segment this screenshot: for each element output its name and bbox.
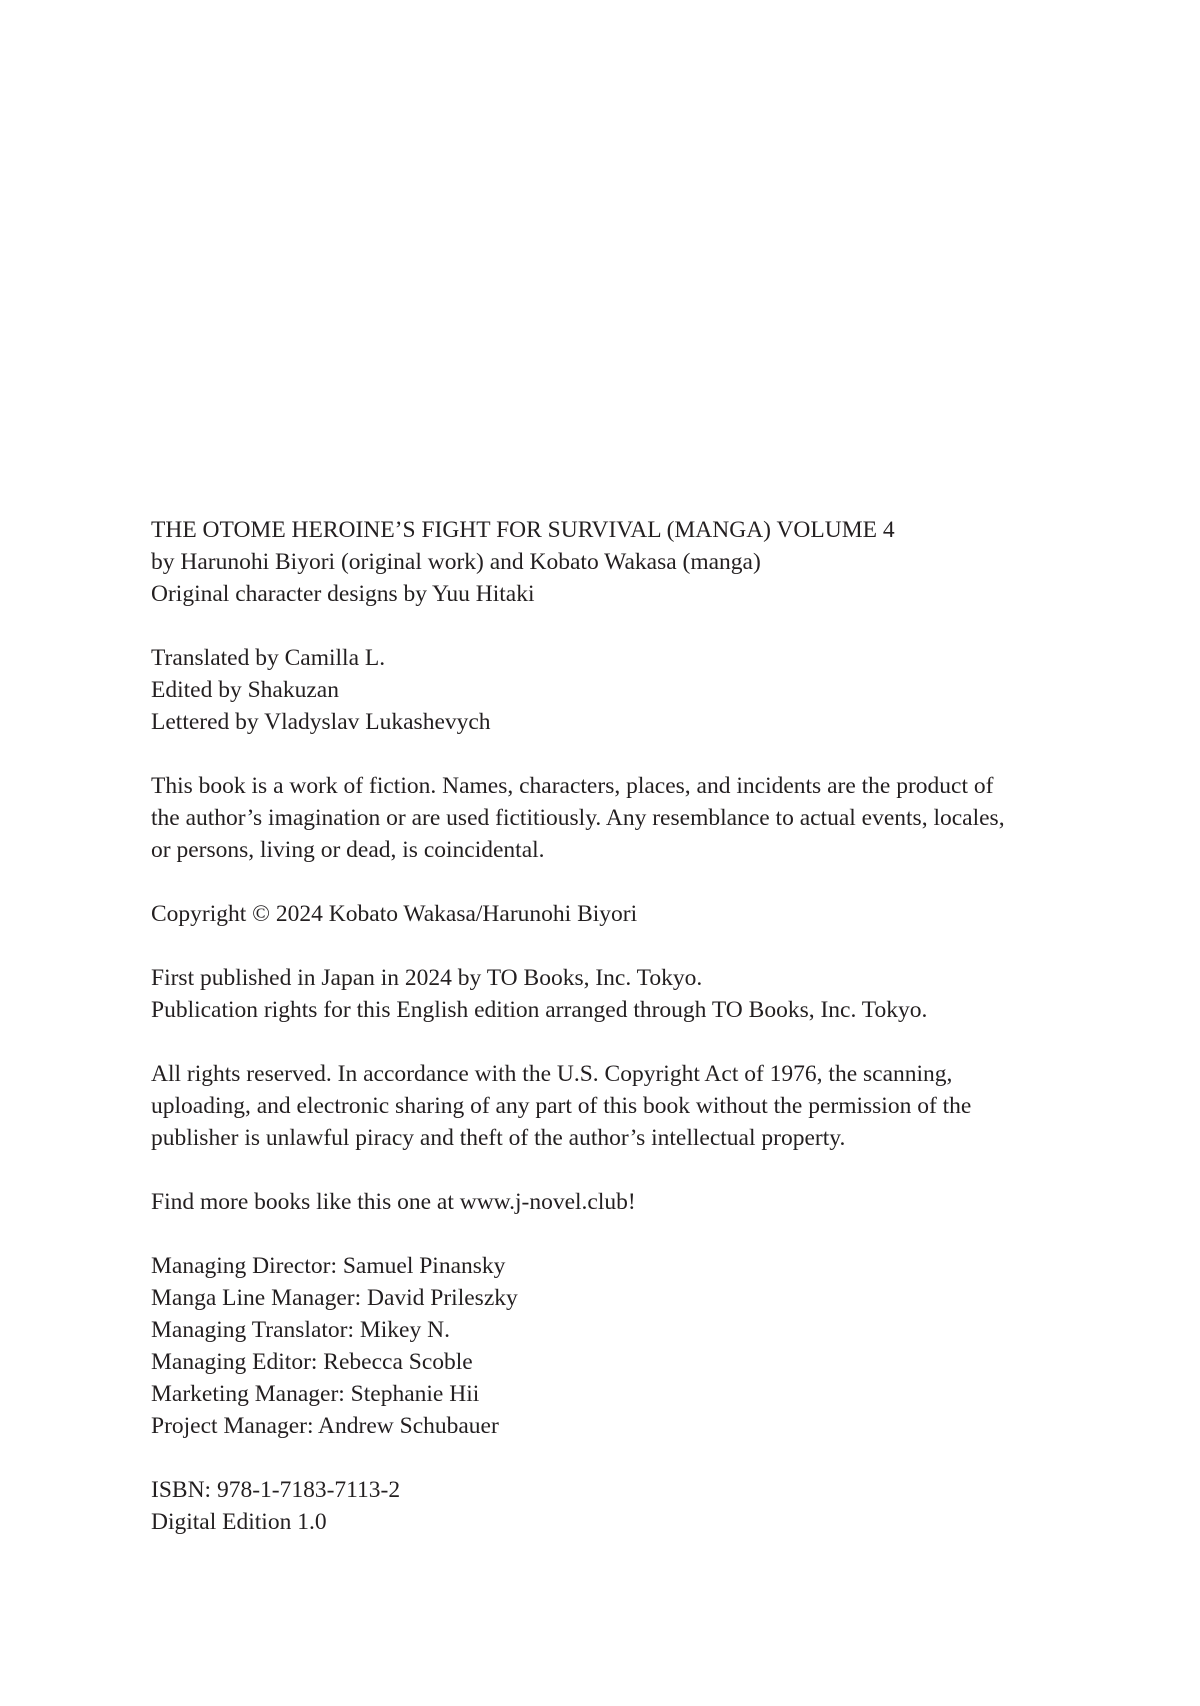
letterer-credit: Lettered by Vladyslav Lukashevych [151, 709, 491, 735]
staff-line: Marketing Manager: Stephanie Hii [151, 1381, 480, 1407]
fiction-notice-line: This book is a work of fiction. Names, characters, places, and incidents are the product of [151, 773, 994, 799]
character-designs-line: Original character designs by Yuu Hitaki [151, 581, 535, 607]
website-block [151, 1186, 1151, 1218]
staff-line: Project Manager: Andrew Schubauer [151, 1413, 499, 1439]
isbn-line: ISBN: 978-1-7183-7113-2 [151, 1477, 401, 1503]
authors-line: by Harunohi Biyori (original work) and Kobato Wakasa (manga) [151, 549, 761, 575]
publication-block [151, 962, 1151, 1026]
fiction-notice-line: or persons, living or dead, is coincidental. [151, 837, 545, 863]
rights-notice-line: publisher is unlawful piracy and theft of the author’s intellectual property. [151, 1125, 846, 1151]
title-block [151, 514, 1151, 610]
website-line: Find more books like this one at www.j-novel.club! [151, 1189, 636, 1215]
rights-notice-line: uploading, and electronic sharing of any part of this book without the permission of the [151, 1093, 972, 1119]
fiction-notice [151, 770, 1151, 866]
edition-line: Digital Edition 1.0 [151, 1509, 327, 1535]
copyright-page [151, 514, 1151, 1570]
translator-credit: Translated by Camilla L. [151, 645, 386, 671]
publication-rights-line: Publication rights for this English edition arranged through TO Books, Inc. Tokyo. [151, 997, 928, 1023]
staff-block [151, 1250, 1151, 1442]
edition-block [151, 1474, 1151, 1538]
fiction-notice-line: the author’s imagination or are used fictitiously. Any resemblance to actual events, locales, [151, 805, 1005, 831]
staff-line: Managing Director: Samuel Pinansky [151, 1253, 506, 1279]
first-published-line: First published in Japan in 2024 by TO Books, Inc. Tokyo. [151, 965, 703, 991]
rights-notice [151, 1058, 1151, 1154]
book-title: THE OTOME HEROINE’S FIGHT FOR SURVIVAL (MANGA) VOLUME 4 [151, 517, 895, 543]
editor-credit: Edited by Shakuzan [151, 677, 339, 703]
staff-line: Managing Editor: Rebecca Scoble [151, 1349, 473, 1375]
credits-block [151, 642, 1151, 738]
copyright-line: Copyright © 2024 Kobato Wakasa/Harunohi Biyori [151, 901, 638, 927]
staff-line: Manga Line Manager: David Prileszky [151, 1285, 518, 1311]
copyright-block [151, 898, 1151, 930]
staff-line: Managing Translator: Mikey N. [151, 1317, 450, 1343]
rights-notice-line: All rights reserved. In accordance with the U.S. Copyright Act of 1976, the scanning, [151, 1061, 953, 1087]
